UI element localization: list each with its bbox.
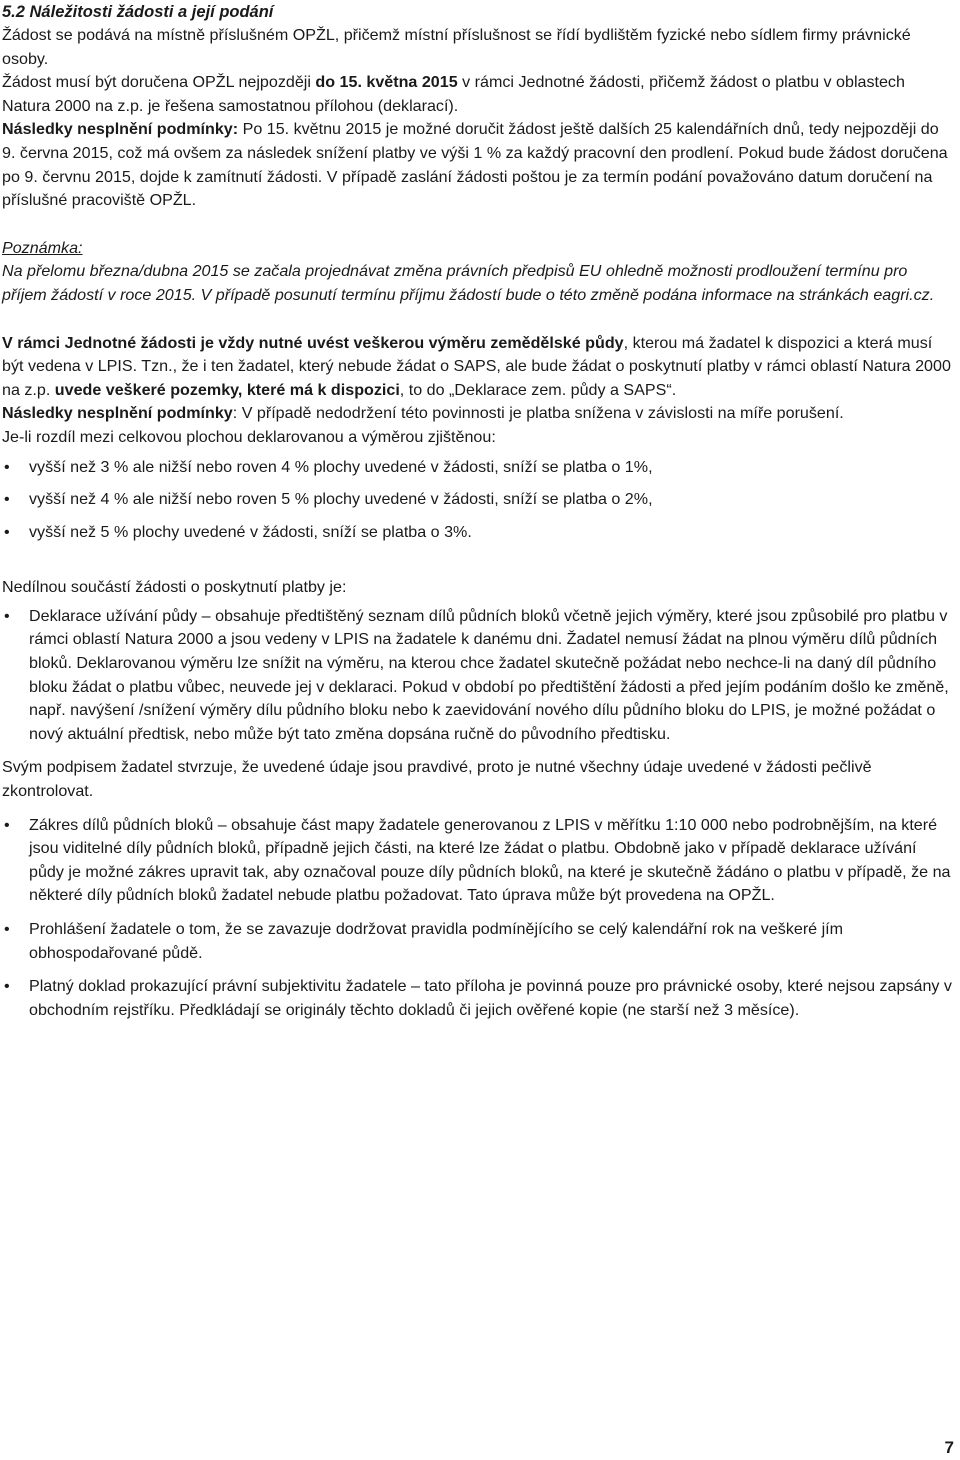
area-text-1: , kterou má žadatel k dispozici a která musí být vedena v LPIS. Tzn., že i ten žadatel, který nebude žádat o SAPS, ale bude žádat o poskytnutí platby v rámci oblastí Natura 2000 na z.p. bbox=[2, 333, 951, 399]
intro-p2-text: Žádost musí být doručena OPŽL nejpozději bbox=[2, 73, 316, 92]
attachments-list-1 bbox=[2, 605, 955, 747]
note-text: Na přelomu března/dubna 2015 se začala projednávat změna právních předpisů EU ohledně možnosti prodloužení termínu pro příjem žádostí v roce 2015. V případě posunutí termínu příjmu žádostí bude o této změně podána informace na stránkách eagri.cz. bbox=[2, 262, 935, 304]
area-consequences-text: : V případě nedodržení této povinnosti je platba snížena v závislosti na míře porušení. bbox=[232, 404, 844, 423]
list-item: • Deklarace užívání půdy – obsahuje předtištěný seznam dílů půdních bloků včetně jejich výměry, které jsou způsobilé pro platbu v rámci oblastí Natura 2000 a jsou vedeny v LPIS na žadatele k danému dni. Žadatel nemusí žádat na plnou výměru dílů půdních bloků. Deklarovanou výměru lze snížit na výměru, na kterou chce žadatel skutečně požádat nebo nechce-li na daný díl půdního bloku žádat o platbu vůbec, neuvede jej v deklaraci. Pokud v období po předtištění žádosti a před jejím podáním došlo ke změně, např. navýšení /snížení výměry dílu půdního bloku nebo k zaevidování nového dílu půdního bloku do LPIS, je možné požádat o nový aktuální předtisk, nebo může být tato změna dopsána ručně do původního předtisku. bbox=[2, 605, 955, 747]
area-paragraph-1 bbox=[2, 332, 955, 403]
list-item: • Zákres dílů půdních bloků – obsahuje část mapy žadatele generovanou z LPIS v měřítku 1:10 000 nebo podrobnějším, na které jsou viditelné díly půdních bloků, případně jejich části, na které lze žádat o platbu. Obdobně jako v případě deklarace užívání půdy je možné zákres upravit tak, aby označoval pouze díly půdních bloků, na které je skutečně žádáno o platbu v případě, že na některé díly půdních bloků žadatel nebude platbu požadovat. Tato úprava může být provedena na OPŽL. bbox=[2, 814, 955, 908]
attachments-intro: Nedílnou součástí žádosti o poskytnutí platby je: bbox=[2, 578, 347, 597]
list-item: • vyšší než 5 % plochy uvedené v žádosti, sníží se platba o 3%. bbox=[2, 521, 955, 545]
list-item: • vyšší než 4 % ale nižší nebo roven 5 % plochy uvedené v žádosti, sníží se platba o 2%, bbox=[2, 488, 955, 512]
consequences-label: Následky nesplnění podmínky: bbox=[2, 120, 239, 139]
page-number: 7 bbox=[944, 1438, 954, 1457]
area-paragraph-2 bbox=[2, 402, 955, 426]
intro-p2-rest: v rámci Jednotné žádosti, přičemž žádost o platbu v oblastech Natura 2000 na z.p. je řešena samostatnou přílohou (deklarací). bbox=[2, 73, 905, 115]
intro-paragraph-3 bbox=[2, 118, 955, 212]
area-emphasis-2: uvede veškeré pozemky, které má k dispozici bbox=[54, 380, 400, 399]
note-label: Poznámka: bbox=[2, 238, 83, 257]
page-content bbox=[2, 0, 955, 1022]
section-title: 5.2 Náležitosti žádosti a její podání bbox=[2, 3, 274, 21]
list-item: • Platný doklad prokazující právní subjektivitu žadatele – tato příloha je povinná pouze pro právnické osoby, které nejsou zapsány v obchodním rejstříku. Předkládají se originály těchto dokladů či jejich ověřené kopie (ne starší než 3 měsíce). bbox=[2, 975, 955, 1022]
attachments-list-2 bbox=[2, 814, 955, 1023]
intro-paragraph-1: Žádost se podává na místně příslušném OPŽL, přičemž místní příslušnost se řídí bydlištěm fyzické nebo sídlem firmy právnické osoby. bbox=[2, 26, 911, 68]
list-item: • vyšší než 3 % ale nižší nebo roven 4 % plochy uvedené v žádosti, sníží se platba o 1%, bbox=[2, 456, 955, 480]
consequences-text: Po 15. květnu 2015 je možné doručit žádost ještě dalších 25 kalendářních dnů, tedy nejpozději do 9. června 2015, což má ovšem za následek snížení platby ve výši 1 % za každý pracovní den prodlení. Pokud bude žádost doručena po 9. červnu 2015, dojde k zamítnutí žádosti. V případě zaslání žádosti poštou je za termín podání považováno datum doručení na příslušné pracoviště OPŽL. bbox=[2, 120, 948, 210]
area-consequences-label: Následky nesplnění podmínky bbox=[2, 404, 233, 423]
area-emphasis-1: V rámci Jednotné žádosti je vždy nutné uvést veškerou výměru zemědělské půdy bbox=[2, 333, 624, 352]
intro-paragraph-2 bbox=[2, 71, 955, 118]
area-text-2: , to do „Deklarace zem. půdy a SAPS“. bbox=[399, 380, 677, 399]
deadline-emphasis: do 15. května 2015 bbox=[315, 73, 458, 92]
signature-paragraph: Svým podpisem žadatel stvrzuje, že uvedené údaje jsou pravdivé, proto je nutné všechny údaje uvedené v žádosti pečlivě zkontrolovat. bbox=[2, 758, 872, 801]
reduction-list bbox=[2, 456, 955, 545]
area-paragraph-3: Je-li rozdíl mezi celkovou plochou deklarovanou a výměrou zjištěnou: bbox=[2, 427, 496, 446]
list-item: • Prohlášení žadatele o tom, že se zavazuje dodržovat pravidla podmínějícího se celý kalendářní rok na veškeré jím obhospodařované půdě. bbox=[2, 918, 955, 965]
